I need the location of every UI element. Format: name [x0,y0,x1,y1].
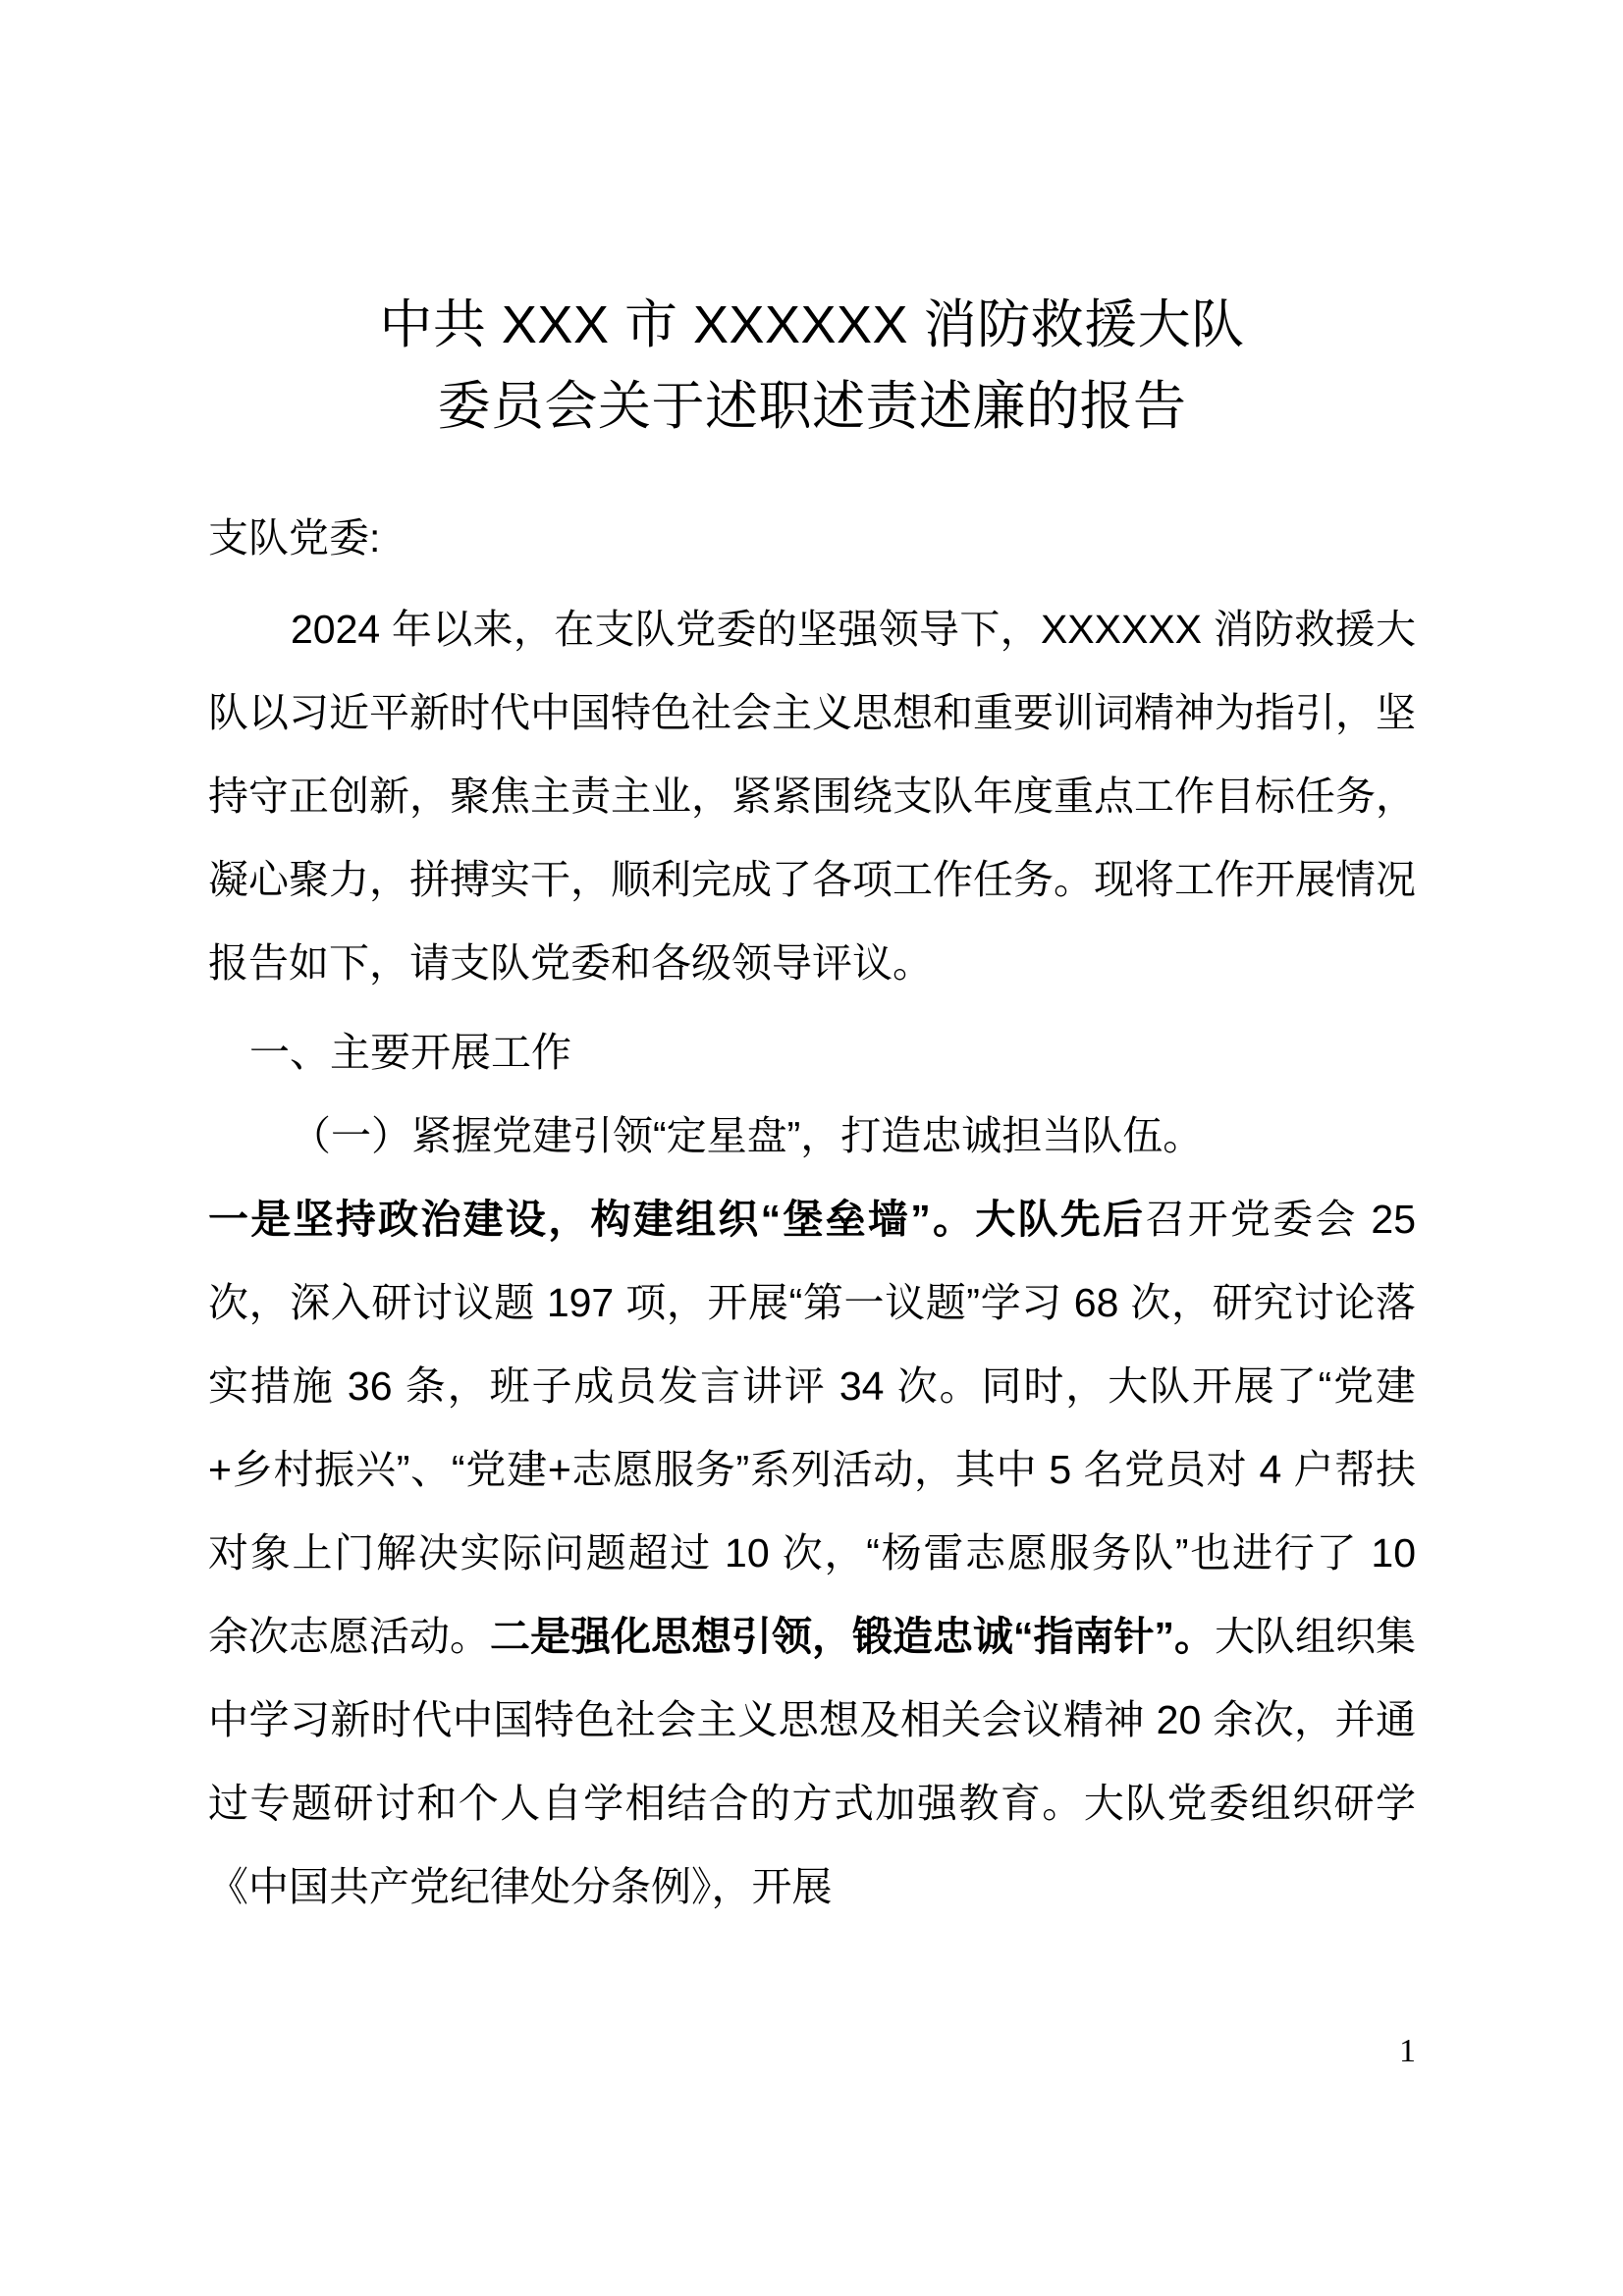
page-number: 1 [1399,2033,1416,2069]
intro-paragraph [208,566,1416,1005]
intro-paragraph-text: 2024 年以来，在支队党委的坚强领导下，XXXXXX 消防救援大队以习近平新时代中国特色社会主义思想和重要训词精神为指引，坚持守正创新，聚焦主责主业，紧紧围绕支队年度重点工作目标任务，凝心聚力，拼搏实干，顺利完成了各项工作任务。现将工作开展情况报告如下，请支队党委和各级领导评议。 [208,607,1416,986]
body-paragraph-1 [208,1178,1416,1929]
body-text-run-2: 大队组织集中学习新时代中国特色社会主义思想及相关会议精神 20 余次，并通过专题研讨和个人自学相结合的方式加强教育。大队党委组织研学《中国共产党纪律处分条例》，开展 [208,1614,1416,1909]
subsection-heading-1: （一）紧握党建引领“定星盘”，打造忠诚担当队伍。 [291,1113,1204,1158]
page-content [208,0,1416,1929]
document-title [208,0,1416,448]
body-text-run-1: 召开党委会 25 次，深入研讨议题 197 项，开展“第一议题”学习 68 次，研究讨论落实措施 36 条，班子成员发言讲评 34 次。同时，大队开展了“党建+乡村振兴”、“党建+志愿服务”系列活动，其中 5 名党员对 4 户帮扶对象上门解决实际问题超过 10 次，“杨雷志愿服务队”也进行了 10 余次志愿活动。 [208,1197,1416,1659]
bold-lead-in-2: 二是强化思想引领，锻造忠诚“指南针”。 [490,1614,1215,1659]
salutation: 支队党委: [208,515,381,561]
bold-lead-in-1: 一是坚持政治建设，构建组织“堡垒墙”。大队先后 [208,1197,1146,1242]
document-title-line-2: 委员会关于述职述责述廉的报告 [437,377,1187,436]
document-title-line-1: 中共 XXX 市 XXXXXX 消防救援大队 [379,295,1245,354]
section-heading-1: 一、主要开展工作 [249,1030,571,1075]
